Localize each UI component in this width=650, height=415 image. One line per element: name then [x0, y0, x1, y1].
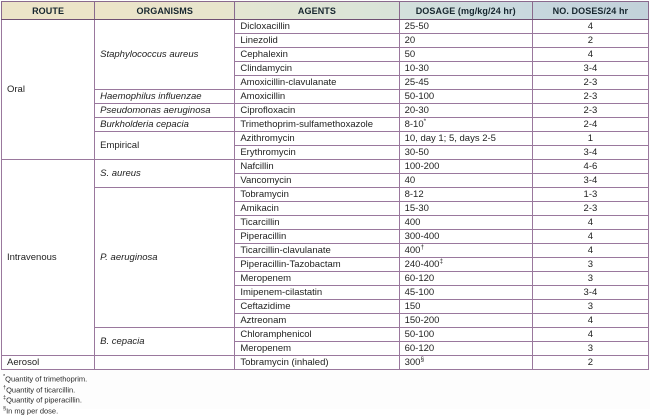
- doses-cell: 1-3: [532, 188, 648, 202]
- dosage-cell: [399, 48, 532, 62]
- agent-cell: Vancomycin: [235, 174, 399, 188]
- agent-cell: Cephalexin: [235, 48, 399, 62]
- dosage-value: 400: [405, 245, 421, 256]
- dosage-value: 50: [405, 49, 416, 60]
- dosage-cell: [399, 328, 532, 342]
- footnote-marker: ‡: [3, 395, 6, 401]
- dosage-value: 300: [405, 357, 421, 368]
- dosage-cell: [399, 342, 532, 356]
- table-row: [2, 20, 649, 34]
- dosage-value: 8-12: [405, 189, 424, 200]
- organism-cell: B. cepacia: [95, 328, 235, 356]
- table-row: [2, 132, 649, 146]
- doses-cell: 2-3: [532, 90, 648, 104]
- doses-cell: 4: [532, 328, 648, 342]
- doses-cell: 2: [532, 356, 648, 370]
- footnote-line: [3, 384, 647, 395]
- dosage-cell: [399, 160, 532, 174]
- agent-cell: Piperacillin: [235, 230, 399, 244]
- doses-cell: 4: [532, 216, 648, 230]
- organism-cell: Staphylococcus aureus: [95, 20, 235, 90]
- footnote-text: In mg per dose.: [6, 406, 58, 415]
- dosage-value: 100-200: [405, 161, 440, 172]
- agent-cell: Azithromycin: [235, 132, 399, 146]
- doses-cell: 2-4: [532, 118, 648, 132]
- dosage-cell: [399, 202, 532, 216]
- doses-cell: 4-6: [532, 160, 648, 174]
- table-row: [2, 356, 649, 370]
- dosage-cell: [399, 90, 532, 104]
- doses-cell: 3: [532, 258, 648, 272]
- dosage-cell: [399, 300, 532, 314]
- column-header: ROUTE: [2, 2, 95, 20]
- doses-cell: 4: [532, 230, 648, 244]
- dosage-cell: [399, 104, 532, 118]
- dosage-value: 25-45: [405, 77, 429, 88]
- route-cell: Aerosol: [2, 356, 95, 370]
- agent-cell: Piperacillin-Tazobactam: [235, 258, 399, 272]
- footnote-marker: *: [424, 118, 427, 125]
- organism-cell: [95, 356, 235, 370]
- organism-cell: S. aureus: [95, 160, 235, 188]
- route-cell: Intravenous: [2, 160, 95, 356]
- footnote-line: [3, 394, 647, 405]
- doses-cell: 4: [532, 20, 648, 34]
- doses-cell: 2-3: [532, 104, 648, 118]
- dosage-value: 50-100: [405, 329, 435, 340]
- footnote-marker: †: [3, 385, 6, 391]
- agent-cell: Amoxicillin: [235, 90, 399, 104]
- agent-cell: Amoxicillin-clavulanate: [235, 76, 399, 90]
- agent-cell: Erythromycin: [235, 146, 399, 160]
- doses-cell: 2: [532, 34, 648, 48]
- agent-cell: Clindamycin: [235, 62, 399, 76]
- dosage-cell: [399, 146, 532, 160]
- doses-cell: 3-4: [532, 62, 648, 76]
- doses-cell: 2-3: [532, 76, 648, 90]
- footnote-marker: †: [420, 244, 424, 251]
- organism-cell: Pseudomonas aeruginosa: [95, 104, 235, 118]
- column-header: NO. DOSES/24 hr: [532, 2, 648, 20]
- doses-cell: 3-4: [532, 174, 648, 188]
- table-row: [2, 118, 649, 132]
- organism-cell: Empirical: [95, 132, 235, 160]
- dosage-value: 20-30: [405, 105, 429, 116]
- organism-cell: P. aeruginosa: [95, 188, 235, 328]
- agent-cell: Amikacin: [235, 202, 399, 216]
- dosage-cell: [399, 244, 532, 258]
- column-header: DOSAGE (mg/kg/24 hr): [399, 2, 532, 20]
- agent-cell: Ciprofloxacin: [235, 104, 399, 118]
- agent-cell: Linezolid: [235, 34, 399, 48]
- dosage-cell: [399, 132, 532, 146]
- dosage-cell: [399, 272, 532, 286]
- dosage-cell: [399, 286, 532, 300]
- agent-cell: Trimethoprim-sulfamethoxazole: [235, 118, 399, 132]
- dosage-cell: [399, 258, 532, 272]
- table-row: [2, 90, 649, 104]
- table-body: [2, 20, 649, 370]
- dosage-cell: [399, 20, 532, 34]
- agent-cell: Meropenem: [235, 272, 399, 286]
- agent-cell: Imipenem-cilastatin: [235, 286, 399, 300]
- doses-cell: 1: [532, 132, 648, 146]
- dosage-value: 240-400: [405, 259, 440, 270]
- dosage-cell: [399, 216, 532, 230]
- dosage-value: 150-200: [405, 315, 440, 326]
- doses-cell: 4: [532, 244, 648, 258]
- dosage-cell: [399, 356, 532, 370]
- footnote-marker: *: [3, 374, 5, 380]
- agent-cell: Nafcillin: [235, 160, 399, 174]
- agent-cell: Ticarcillin: [235, 216, 399, 230]
- dosage-cell: [399, 174, 532, 188]
- footnote-marker: ‡: [439, 258, 443, 265]
- agent-cell: Ceftazidime: [235, 300, 399, 314]
- agent-cell: Tobramycin: [235, 188, 399, 202]
- table-row: [2, 328, 649, 342]
- doses-cell: 4: [532, 48, 648, 62]
- agent-cell: Dicloxacillin: [235, 20, 399, 34]
- footnote-marker: §: [420, 356, 424, 363]
- dosage-cell: [399, 62, 532, 76]
- dosage-cell: [399, 76, 532, 90]
- dosage-table: [1, 1, 649, 370]
- dosage-cell: [399, 314, 532, 328]
- footnote-text: Quantity of trimethoprim.: [5, 375, 87, 384]
- footnote-marker: §: [3, 406, 6, 412]
- dosage-value: 45-100: [405, 287, 435, 298]
- agent-cell: Tobramycin (inhaled): [235, 356, 399, 370]
- footnote-line: [3, 405, 647, 415]
- dosage-value: 10, day 1; 5, days 2-5: [405, 133, 496, 144]
- agent-cell: Meropenem: [235, 342, 399, 356]
- footnotes: [1, 370, 649, 415]
- organism-cell: Haemophilus influenzae: [95, 90, 235, 104]
- dosage-cell: [399, 188, 532, 202]
- table-row: [2, 160, 649, 174]
- dosage-cell: [399, 230, 532, 244]
- footnote-line: [3, 373, 647, 384]
- doses-cell: 3: [532, 300, 648, 314]
- dosage-value: 150: [405, 301, 421, 312]
- doses-cell: 3-4: [532, 286, 648, 300]
- agent-cell: Aztreonam: [235, 314, 399, 328]
- route-cell: Oral: [2, 20, 95, 160]
- dosage-value: 60-120: [405, 273, 435, 284]
- dosage-value: 40: [405, 175, 416, 186]
- table-header-row: [2, 2, 649, 20]
- doses-cell: 3: [532, 272, 648, 286]
- column-header: AGENTS: [235, 2, 399, 20]
- doses-cell: 2-3: [532, 202, 648, 216]
- dosage-value: 50-100: [405, 91, 435, 102]
- agent-cell: Chloramphenicol: [235, 328, 399, 342]
- dosage-value: 10-30: [405, 63, 429, 74]
- organism-cell: Burkholderia cepacia: [95, 118, 235, 132]
- doses-cell: 3-4: [532, 146, 648, 160]
- doses-cell: 4: [532, 314, 648, 328]
- dosage-value: 30-50: [405, 147, 429, 158]
- dosage-value: 20: [405, 35, 416, 46]
- dosage-value: 8-10: [405, 119, 424, 130]
- dosage-value: 25-50: [405, 21, 429, 32]
- dosage-value: 15-30: [405, 203, 429, 214]
- footnote-text: Quantity of piperacillin.: [6, 396, 82, 405]
- table-row: [2, 104, 649, 118]
- agent-cell: Ticarcillin-clavulanate: [235, 244, 399, 258]
- dosage-value: 300-400: [405, 231, 440, 242]
- dosage-cell: [399, 118, 532, 132]
- table-row: [2, 188, 649, 202]
- footnote-text: Quantity of ticarcillin.: [6, 385, 75, 394]
- dosage-cell: [399, 34, 532, 48]
- dosage-value: 60-120: [405, 343, 435, 354]
- dosage-value: 400: [405, 217, 421, 228]
- column-header: ORGANISMS: [95, 2, 235, 20]
- doses-cell: 3: [532, 342, 648, 356]
